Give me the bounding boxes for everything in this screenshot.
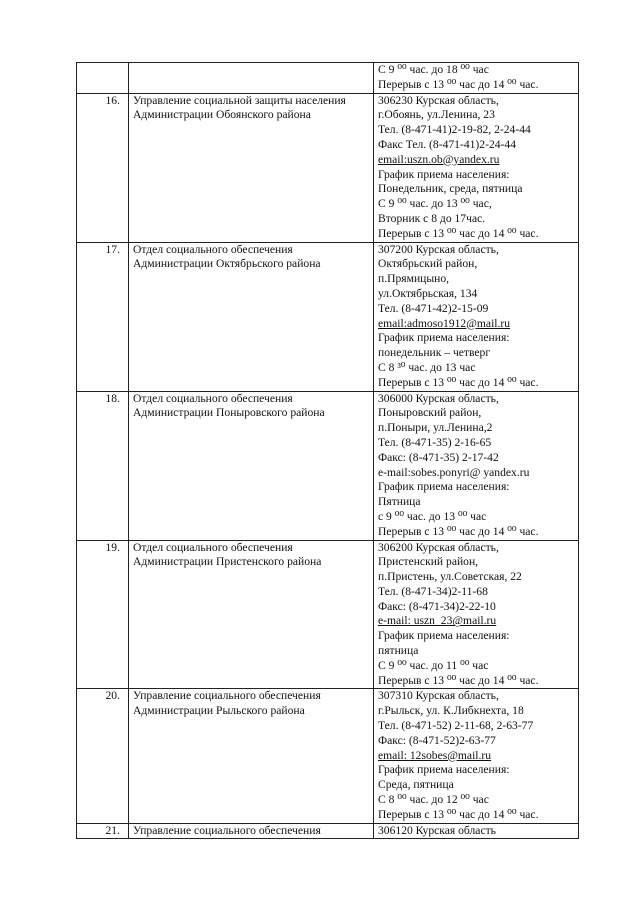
info-line: п.Прямицыно,	[378, 272, 450, 286]
info-line: График приема населения:	[378, 480, 510, 494]
info-line: Перерыв с 13 ⁰⁰ час до 14 ⁰⁰ час.	[378, 77, 539, 91]
info-line: Октябрьский район,	[378, 257, 478, 271]
info-line: Тел. (8-471-35) 2-16-65	[378, 435, 492, 449]
contact-info	[374, 63, 579, 94]
info-line: 306000 Курская область,	[378, 391, 499, 405]
info-line: График приема населения:	[378, 167, 510, 181]
info-line: С 9 ⁰⁰ час. до 13 ⁰⁰ час,	[378, 197, 492, 211]
row-number: 16.	[77, 93, 129, 242]
email-link[interactable]: email:uszn.ob@yandex.ru	[378, 152, 500, 166]
row-number: 19.	[77, 540, 129, 689]
info-line: понедельник – четверг	[378, 346, 491, 360]
info-line: Тел. (8-471-34)2-11-68	[378, 584, 488, 598]
info-line: С 8 ⁰⁰ час. до 12 ⁰⁰ час	[378, 793, 489, 807]
row-number: 18.	[77, 391, 129, 540]
email-link[interactable]: email:admoso1912@mail.ru	[378, 316, 511, 330]
info-line: Факс Тел. (8-471-41)2-24-44	[378, 137, 516, 151]
info-line: Перерыв с 13 ⁰⁰ час до 14 ⁰⁰ час.	[378, 524, 539, 538]
agency-name: Отдел социального обеспечения Администрации Пристенского района	[129, 540, 374, 689]
info-line: Тел. (8-471-41)2-19-82, 2-24-44	[378, 123, 531, 137]
agencies-table	[76, 62, 579, 839]
info-line: Факс: (8-471-35) 2-17-42	[378, 450, 499, 464]
row-number: 17.	[77, 242, 129, 391]
info-line: 307200 Курская область,	[378, 242, 499, 256]
row-number	[77, 63, 129, 94]
agency-name	[129, 63, 374, 94]
table-row	[77, 242, 579, 391]
info-line: ул.Октябрьская, 134	[378, 286, 478, 300]
table-body	[77, 63, 579, 839]
table-row	[77, 391, 579, 540]
info-line: п.Пристень, ул.Советская, 22	[378, 570, 522, 584]
info-line: e-mail:sobes.ponyri@ yandex.ru	[378, 465, 530, 479]
table-row	[77, 540, 579, 689]
contact-info	[374, 242, 579, 391]
info-line: Понедельник, среда, пятница	[378, 182, 523, 196]
info-line: пятница	[378, 644, 419, 658]
table-row	[77, 63, 579, 94]
table-row	[77, 93, 579, 242]
info-line: График приема населения:	[378, 629, 510, 643]
info-line: г.Рыльск, ул. К.Либкнехта, 18	[378, 704, 524, 718]
row-number: 21.	[77, 823, 129, 839]
table-row	[77, 689, 579, 823]
info-line: с 9 ⁰⁰ час. до 13 ⁰⁰ час	[378, 509, 487, 523]
info-line: Среда, пятница	[378, 778, 454, 792]
info-line: Тел. (8-471-42)2-15-09	[378, 301, 489, 315]
info-line: Перерыв с 13 ⁰⁰ час до 14 ⁰⁰ час.	[378, 226, 539, 240]
info-line: 307310 Курская область,	[378, 689, 499, 703]
email-link[interactable]: email: 12sobes@mail.ru	[378, 748, 492, 762]
row-number: 20.	[77, 689, 129, 823]
info-line: Перерыв с 13 ⁰⁰ час до 14 ⁰⁰ час.	[378, 807, 539, 821]
table-row	[77, 823, 579, 839]
agency-name: Отдел социального обеспечения Администрации Октябрьского района	[129, 242, 374, 391]
contact-info	[374, 689, 579, 823]
info-line: График приема населения:	[378, 763, 510, 777]
contact-info	[374, 93, 579, 242]
info-line: С 9 ⁰⁰ час. до 11 ⁰⁰ час	[378, 658, 489, 672]
info-line: Перерыв с 13 ⁰⁰ час до 14 ⁰⁰ час.	[378, 375, 539, 389]
info-line: г.Обоянь, ул.Ленина, 23	[378, 108, 495, 122]
info-line: Поныровский район,	[378, 406, 482, 420]
info-line: 306230 Курская область,	[378, 93, 499, 107]
info-line: Тел. (8-471-52) 2-11-68, 2-63-77	[378, 719, 534, 733]
agency-name: Управление социального обеспечения	[129, 823, 374, 839]
info-line: Пятница	[378, 495, 421, 509]
contact-info	[374, 823, 579, 839]
contact-info	[374, 391, 579, 540]
info-line: 306120 Курская область	[378, 823, 496, 837]
info-line: График приема населения:	[378, 331, 510, 345]
info-line: С 8 ³⁰ час. до 13 час	[378, 360, 476, 374]
email-link[interactable]: e-mail: uszn_23@mail.ru	[378, 614, 497, 628]
info-line: Факс: (8-471-34)2-22-10	[378, 599, 496, 613]
info-line: 306200 Курская область,	[378, 540, 499, 554]
agency-name: Отдел социального обеспечения Администрации Поныровского района	[129, 391, 374, 540]
info-line: С 9 ⁰⁰ час. до 18 ⁰⁰ час	[378, 63, 489, 76]
info-line: Факс: (8-471-52)2-63-77	[378, 733, 496, 747]
info-line: Вторник с 8 до 17час.	[378, 211, 486, 225]
contact-info	[374, 540, 579, 689]
info-line: п.Поныри, ул.Ленина,2	[378, 421, 493, 435]
agency-name: Управление социального обеспечения Администрации Рыльского района	[129, 689, 374, 823]
info-line: Пристенский район,	[378, 555, 479, 569]
info-line: Перерыв с 13 ⁰⁰ час до 14 ⁰⁰ час.	[378, 673, 539, 687]
agency-name: Управление социальной защиты населения Администрации Обоянского района	[129, 93, 374, 242]
